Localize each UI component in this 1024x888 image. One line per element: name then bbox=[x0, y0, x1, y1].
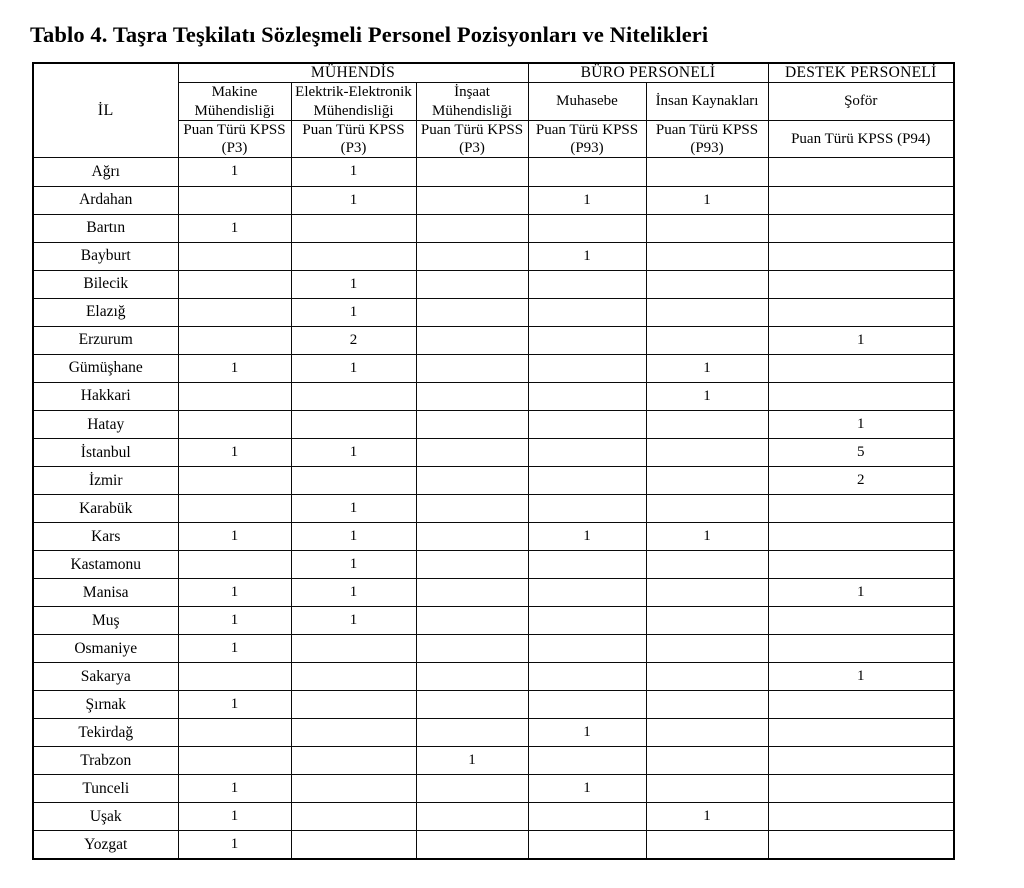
quota-cell bbox=[178, 186, 291, 214]
quota-cell bbox=[416, 438, 528, 466]
quota-cell bbox=[646, 298, 768, 326]
quota-cell bbox=[416, 242, 528, 270]
quota-cell bbox=[768, 494, 954, 522]
quota-cell bbox=[646, 214, 768, 242]
header-col-muhasebe: Muhasebe bbox=[528, 83, 646, 121]
province-name-cell: Muş bbox=[33, 606, 178, 634]
quota-cell bbox=[768, 522, 954, 550]
table-row bbox=[33, 775, 954, 803]
quota-cell: 2 bbox=[768, 466, 954, 494]
quota-cell bbox=[646, 691, 768, 719]
quota-cell bbox=[646, 747, 768, 775]
province-name-cell: Gümüşhane bbox=[33, 354, 178, 382]
quota-cell bbox=[528, 382, 646, 410]
province-name-cell: İzmir bbox=[33, 466, 178, 494]
table-row bbox=[33, 298, 954, 326]
quota-cell: 1 bbox=[291, 550, 416, 578]
quota-cell bbox=[646, 242, 768, 270]
province-name-cell: Hatay bbox=[33, 410, 178, 438]
province-name-cell: Tekirdağ bbox=[33, 719, 178, 747]
header-col-makine: Makine Mühendisliği bbox=[178, 83, 291, 121]
header-col-sofor: Şoför bbox=[768, 83, 954, 121]
quota-cell bbox=[416, 466, 528, 494]
quota-cell bbox=[416, 186, 528, 214]
quota-cell: 1 bbox=[528, 522, 646, 550]
quota-cell bbox=[416, 270, 528, 298]
table-row bbox=[33, 382, 954, 410]
province-name-cell: Osmaniye bbox=[33, 635, 178, 663]
quota-cell bbox=[646, 550, 768, 578]
quota-cell bbox=[528, 410, 646, 438]
province-name-cell: Yozgat bbox=[33, 831, 178, 859]
province-name-cell: Bartın bbox=[33, 214, 178, 242]
quota-cell bbox=[528, 550, 646, 578]
quota-cell bbox=[416, 354, 528, 382]
quota-cell bbox=[768, 550, 954, 578]
personnel-table bbox=[32, 62, 955, 860]
quota-cell: 1 bbox=[178, 831, 291, 859]
table-row bbox=[33, 606, 954, 634]
quota-cell bbox=[178, 270, 291, 298]
quota-cell: 1 bbox=[178, 522, 291, 550]
quota-cell bbox=[528, 691, 646, 719]
quota-cell bbox=[646, 410, 768, 438]
quota-cell bbox=[528, 747, 646, 775]
quota-cell: 1 bbox=[178, 691, 291, 719]
quota-cell bbox=[528, 354, 646, 382]
header-col-insan-kaynaklari: İnsan Kaynakları bbox=[646, 83, 768, 121]
province-name-cell: Bilecik bbox=[33, 270, 178, 298]
province-name-cell: Tunceli bbox=[33, 775, 178, 803]
quota-cell bbox=[178, 382, 291, 410]
table-row bbox=[33, 186, 954, 214]
table-row bbox=[33, 354, 954, 382]
quota-cell bbox=[291, 831, 416, 859]
quota-cell bbox=[646, 438, 768, 466]
table-row bbox=[33, 410, 954, 438]
quota-cell: 1 bbox=[291, 494, 416, 522]
quota-cell bbox=[768, 382, 954, 410]
quota-cell bbox=[416, 382, 528, 410]
quota-cell: 1 bbox=[528, 186, 646, 214]
header-col-elektrik-elektronik: Elektrik-Elektronik Mühendisliği bbox=[291, 83, 416, 121]
quota-cell bbox=[768, 775, 954, 803]
quota-cell bbox=[528, 270, 646, 298]
quota-cell bbox=[528, 635, 646, 663]
score-type-makine: Puan Türü KPSS (P3) bbox=[178, 120, 291, 158]
quota-cell bbox=[768, 242, 954, 270]
quota-cell bbox=[528, 438, 646, 466]
quota-cell bbox=[178, 410, 291, 438]
quota-cell bbox=[291, 242, 416, 270]
quota-cell: 1 bbox=[291, 578, 416, 606]
quota-cell: 1 bbox=[291, 438, 416, 466]
score-type-insaat: Puan Türü KPSS (P3) bbox=[416, 120, 528, 158]
quota-cell bbox=[178, 494, 291, 522]
quota-cell bbox=[291, 663, 416, 691]
table-row bbox=[33, 663, 954, 691]
quota-cell bbox=[291, 214, 416, 242]
header-cell-il: İL bbox=[33, 63, 178, 158]
table-title: Tablo 4. Taşra Teşkilatı Sözleşmeli Personel Pozisyonları ve Nitelikleri bbox=[30, 22, 709, 47]
quota-cell: 1 bbox=[178, 635, 291, 663]
quota-cell bbox=[768, 635, 954, 663]
quota-cell bbox=[416, 326, 528, 354]
quota-cell bbox=[178, 747, 291, 775]
quota-cell bbox=[528, 831, 646, 859]
quota-cell: 1 bbox=[178, 775, 291, 803]
header-col-insaat: İnşaat Mühendisliği bbox=[416, 83, 528, 121]
quota-cell bbox=[416, 494, 528, 522]
quota-cell bbox=[416, 635, 528, 663]
table-row bbox=[33, 691, 954, 719]
quota-cell bbox=[416, 803, 528, 831]
quota-cell bbox=[178, 466, 291, 494]
quota-cell bbox=[528, 214, 646, 242]
quota-cell bbox=[528, 606, 646, 634]
quota-cell bbox=[416, 410, 528, 438]
header-row-groups bbox=[33, 63, 954, 83]
quota-cell bbox=[291, 466, 416, 494]
quota-cell bbox=[291, 410, 416, 438]
quota-cell: 1 bbox=[291, 270, 416, 298]
quota-cell: 1 bbox=[178, 578, 291, 606]
quota-cell: 1 bbox=[291, 186, 416, 214]
quota-cell bbox=[416, 691, 528, 719]
table-row bbox=[33, 635, 954, 663]
quota-cell bbox=[528, 326, 646, 354]
quota-cell bbox=[646, 326, 768, 354]
table-row bbox=[33, 747, 954, 775]
quota-cell bbox=[291, 803, 416, 831]
quota-cell bbox=[528, 158, 646, 186]
header-group-buro-personeli: BÜRO PERSONELİ bbox=[528, 63, 768, 83]
quota-cell bbox=[768, 158, 954, 186]
quota-cell bbox=[178, 550, 291, 578]
province-name-cell: Karabük bbox=[33, 494, 178, 522]
quota-cell bbox=[416, 578, 528, 606]
table-row bbox=[33, 522, 954, 550]
quota-cell bbox=[528, 494, 646, 522]
quota-cell: 2 bbox=[291, 326, 416, 354]
quota-cell: 1 bbox=[291, 298, 416, 326]
table-row bbox=[33, 270, 954, 298]
quota-cell: 1 bbox=[646, 186, 768, 214]
quota-cell bbox=[646, 635, 768, 663]
header-group-muhendis: MÜHENDİS bbox=[178, 63, 528, 83]
quota-cell bbox=[178, 719, 291, 747]
quota-cell: 1 bbox=[178, 214, 291, 242]
quota-cell: 1 bbox=[768, 663, 954, 691]
province-name-cell: Erzurum bbox=[33, 326, 178, 354]
quota-cell: 1 bbox=[178, 438, 291, 466]
quota-cell bbox=[416, 775, 528, 803]
quota-cell: 1 bbox=[178, 803, 291, 831]
quota-cell bbox=[646, 719, 768, 747]
score-type-sofor: Puan Türü KPSS (P94) bbox=[768, 120, 954, 158]
quota-cell bbox=[768, 186, 954, 214]
score-type-muhasebe: Puan Türü KPSS (P93) bbox=[528, 120, 646, 158]
quota-cell bbox=[768, 691, 954, 719]
province-name-cell: Şırnak bbox=[33, 691, 178, 719]
quota-cell bbox=[646, 606, 768, 634]
table-body bbox=[33, 158, 954, 859]
quota-cell bbox=[416, 831, 528, 859]
quota-cell bbox=[291, 382, 416, 410]
table-row bbox=[33, 438, 954, 466]
quota-cell bbox=[416, 719, 528, 747]
quota-cell bbox=[528, 298, 646, 326]
quota-cell bbox=[646, 578, 768, 606]
quota-cell: 1 bbox=[291, 354, 416, 382]
quota-cell: 1 bbox=[646, 803, 768, 831]
table-head bbox=[33, 63, 954, 158]
quota-cell: 1 bbox=[646, 382, 768, 410]
province-name-cell: Kastamonu bbox=[33, 550, 178, 578]
quota-cell bbox=[528, 663, 646, 691]
quota-cell bbox=[528, 466, 646, 494]
quota-cell: 5 bbox=[768, 438, 954, 466]
table-row bbox=[33, 831, 954, 859]
quota-cell bbox=[178, 298, 291, 326]
quota-cell bbox=[646, 494, 768, 522]
table-row bbox=[33, 158, 954, 186]
quota-cell: 1 bbox=[528, 242, 646, 270]
quota-cell bbox=[768, 803, 954, 831]
quota-cell: 1 bbox=[291, 522, 416, 550]
quota-cell bbox=[178, 663, 291, 691]
quota-cell bbox=[768, 831, 954, 859]
quota-cell: 1 bbox=[178, 158, 291, 186]
table-row bbox=[33, 550, 954, 578]
quota-cell: 1 bbox=[178, 606, 291, 634]
quota-cell: 1 bbox=[768, 326, 954, 354]
province-name-cell: Sakarya bbox=[33, 663, 178, 691]
quota-cell bbox=[416, 606, 528, 634]
quota-cell bbox=[768, 270, 954, 298]
table-row bbox=[33, 719, 954, 747]
quota-cell bbox=[416, 158, 528, 186]
table-row bbox=[33, 214, 954, 242]
quota-cell bbox=[291, 691, 416, 719]
province-name-cell: Kars bbox=[33, 522, 178, 550]
header-group-destek-personeli: DESTEK PERSONELİ bbox=[768, 63, 954, 83]
quota-cell bbox=[291, 747, 416, 775]
table-row bbox=[33, 242, 954, 270]
quota-cell bbox=[291, 719, 416, 747]
quota-cell: 1 bbox=[768, 578, 954, 606]
quota-cell bbox=[416, 522, 528, 550]
province-name-cell: Manisa bbox=[33, 578, 178, 606]
province-name-cell: Trabzon bbox=[33, 747, 178, 775]
province-name-cell: Ağrı bbox=[33, 158, 178, 186]
quota-cell bbox=[178, 326, 291, 354]
quota-cell: 1 bbox=[768, 410, 954, 438]
province-name-cell: Uşak bbox=[33, 803, 178, 831]
quota-cell bbox=[646, 831, 768, 859]
quota-cell: 1 bbox=[291, 606, 416, 634]
score-type-elektrik-elektronik: Puan Türü KPSS (P3) bbox=[291, 120, 416, 158]
table-row bbox=[33, 326, 954, 354]
quota-cell: 1 bbox=[416, 747, 528, 775]
quota-cell bbox=[646, 775, 768, 803]
quota-cell bbox=[416, 550, 528, 578]
quota-cell: 1 bbox=[646, 354, 768, 382]
table-container bbox=[32, 62, 953, 860]
quota-cell bbox=[768, 214, 954, 242]
quota-cell bbox=[646, 158, 768, 186]
quota-cell bbox=[291, 775, 416, 803]
quota-cell bbox=[291, 635, 416, 663]
quota-cell bbox=[416, 663, 528, 691]
quota-cell bbox=[768, 354, 954, 382]
province-name-cell: Ardahan bbox=[33, 186, 178, 214]
quota-cell bbox=[768, 606, 954, 634]
quota-cell: 1 bbox=[528, 775, 646, 803]
quota-cell bbox=[528, 803, 646, 831]
table-row bbox=[33, 578, 954, 606]
table-row bbox=[33, 466, 954, 494]
table-row bbox=[33, 803, 954, 831]
quota-cell bbox=[646, 663, 768, 691]
quota-cell bbox=[416, 298, 528, 326]
quota-cell: 1 bbox=[178, 354, 291, 382]
quota-cell bbox=[646, 466, 768, 494]
quota-cell bbox=[768, 298, 954, 326]
quota-cell bbox=[528, 578, 646, 606]
quota-cell bbox=[178, 242, 291, 270]
quota-cell bbox=[416, 214, 528, 242]
table-row bbox=[33, 494, 954, 522]
quota-cell bbox=[646, 270, 768, 298]
quota-cell: 1 bbox=[646, 522, 768, 550]
province-name-cell: Elazığ bbox=[33, 298, 178, 326]
score-type-insan-kaynaklari: Puan Türü KPSS (P93) bbox=[646, 120, 768, 158]
quota-cell bbox=[768, 719, 954, 747]
quota-cell: 1 bbox=[528, 719, 646, 747]
quota-cell bbox=[768, 747, 954, 775]
province-name-cell: Hakkari bbox=[33, 382, 178, 410]
province-name-cell: İstanbul bbox=[33, 438, 178, 466]
quota-cell: 1 bbox=[291, 158, 416, 186]
province-name-cell: Bayburt bbox=[33, 242, 178, 270]
